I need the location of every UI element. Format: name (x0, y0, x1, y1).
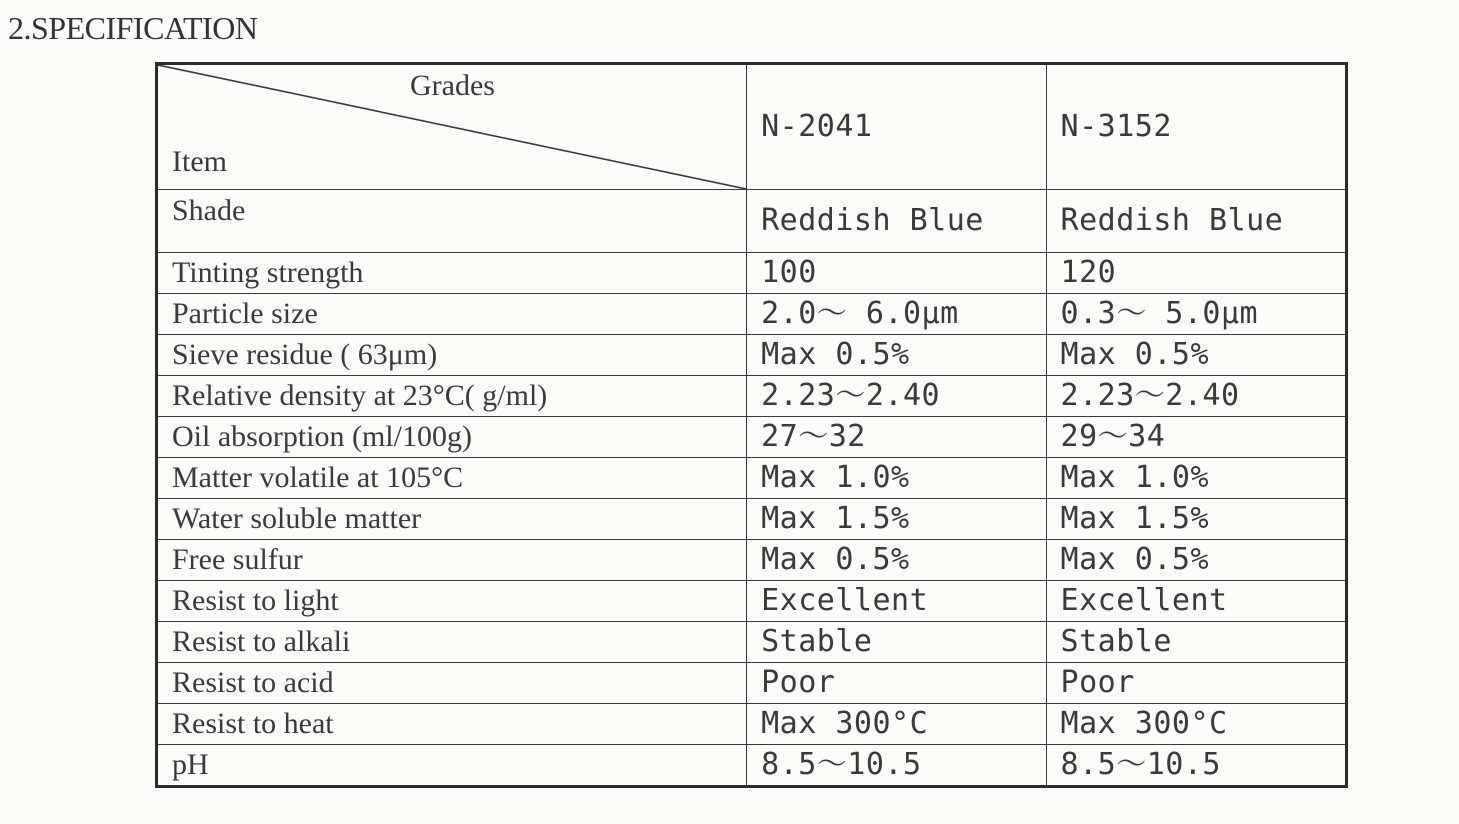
item-label: Free sulfur (157, 540, 747, 581)
value-n3152: Max 0.5% (1046, 540, 1346, 581)
item-label: Oil absorption (ml/100g) (157, 417, 747, 458)
value-n3152: Excellent (1046, 581, 1346, 622)
table-row (157, 376, 1347, 417)
value-n2041: Max 0.5% (747, 540, 1046, 581)
value-n2041: Stable (747, 622, 1046, 663)
value-n2041: Max 1.0% (747, 458, 1046, 499)
item-label: Resist to acid (157, 663, 747, 704)
table-row (157, 581, 1347, 622)
grade-header-n2041: N-2041 (747, 64, 1046, 190)
table-row (157, 190, 1347, 253)
item-label: Resist to light (157, 581, 747, 622)
value-n2041: Excellent (747, 581, 1046, 622)
item-label: Water soluble matter (157, 499, 747, 540)
item-label: Resist to heat (157, 704, 747, 745)
value-n3152: Max 1.5% (1046, 499, 1346, 540)
value-n3152: 8.5～10.5 (1046, 745, 1346, 787)
value-n3152: 0.3～ 5.0μm (1046, 294, 1346, 335)
grade-header-n3152: N-3152 (1046, 64, 1346, 190)
item-label: Sieve residue ( 63μm) (157, 335, 747, 376)
table-row (157, 663, 1347, 704)
item-label: Relative density at 23°C( g/ml) (157, 376, 747, 417)
table-row (157, 335, 1347, 376)
value-n2041: 2.23～2.40 (747, 376, 1046, 417)
header-corner-cell (157, 64, 747, 190)
item-label: pH (157, 745, 747, 787)
item-label: Particle size (157, 294, 747, 335)
specification-table (155, 62, 1348, 788)
value-n2041: Max 300°C (747, 704, 1046, 745)
value-n3152: 2.23～2.40 (1046, 376, 1346, 417)
value-n3152: Max 300°C (1046, 704, 1346, 745)
value-n3152: Reddish Blue (1046, 190, 1346, 253)
section-title: 2.SPECIFICATION (8, 10, 258, 46)
value-n2041: 27～32 (747, 417, 1046, 458)
table-row (157, 704, 1347, 745)
item-label: Resist to alkali (157, 622, 747, 663)
value-n3152: Poor (1046, 663, 1346, 704)
value-n2041: Max 0.5% (747, 335, 1046, 376)
table-row (157, 622, 1347, 663)
item-label: Matter volatile at 105°C (157, 458, 747, 499)
item-label: Tinting strength (157, 253, 747, 294)
value-n2041: Reddish Blue (747, 190, 1046, 253)
value-n3152: 29～34 (1046, 417, 1346, 458)
value-n3152: Max 0.5% (1046, 335, 1346, 376)
table-row (157, 540, 1347, 581)
table-row (157, 499, 1347, 540)
header-item-label: Item (172, 145, 227, 178)
table-row (157, 417, 1347, 458)
value-n2041: 100 (747, 253, 1046, 294)
value-n3152: Stable (1046, 622, 1346, 663)
value-n2041: Poor (747, 663, 1046, 704)
table-row (157, 745, 1347, 787)
value-n2041: 8.5～10.5 (747, 745, 1046, 787)
table-header-row (157, 64, 1347, 190)
table-row (157, 294, 1347, 335)
table-row (157, 253, 1347, 294)
value-n3152: 120 (1046, 253, 1346, 294)
value-n2041: Max 1.5% (747, 499, 1046, 540)
item-label: Shade (157, 190, 747, 253)
table-row (157, 458, 1347, 499)
value-n3152: Max 1.0% (1046, 458, 1346, 499)
value-n2041: 2.0～ 6.0μm (747, 294, 1046, 335)
header-grades-label: Grades (410, 69, 495, 102)
